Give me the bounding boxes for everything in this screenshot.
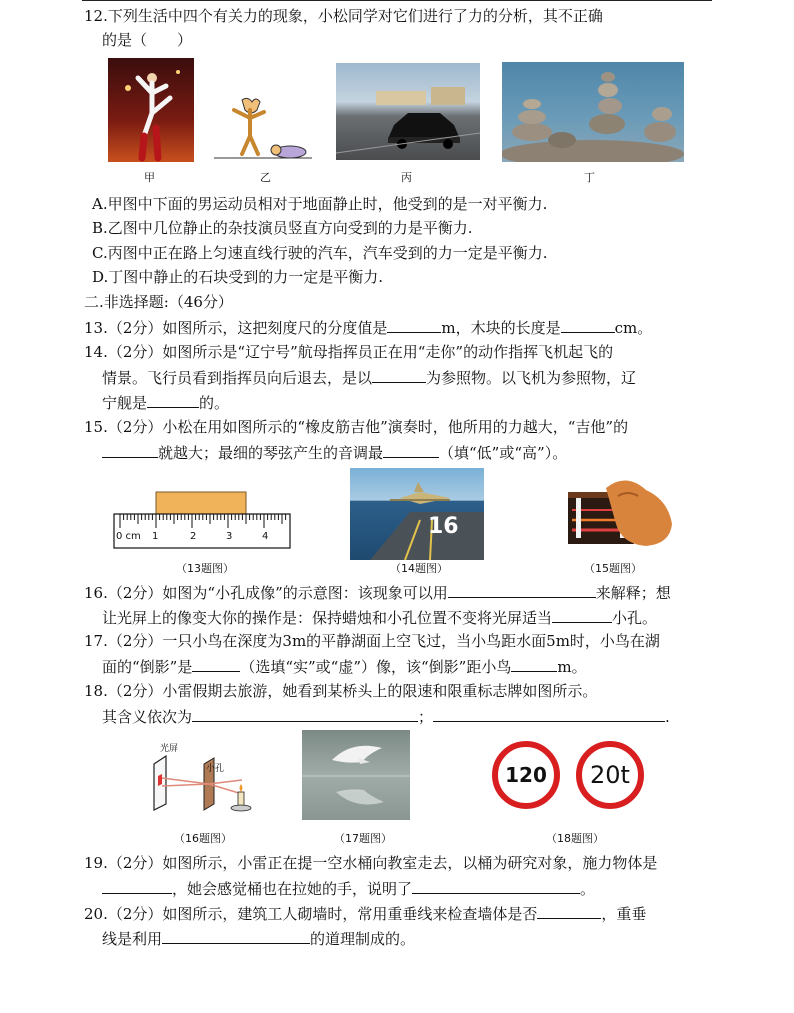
top-rule: [82, 0, 712, 1]
ruler-label-3: 3: [226, 531, 233, 542]
caption-18: （18题图）: [546, 832, 604, 845]
caption-16: （16题图）: [174, 832, 232, 845]
rubber-band-guitar-icon: [566, 476, 678, 552]
speed-limit-sign: 120: [492, 741, 560, 809]
q16-text-c: 让光屏上的像变大你的操作是：保持蜡烛和小孔位置不变将光屏适当: [102, 609, 553, 627]
q19-line1: 19.（2分）如图所示，小雷正在提一空水桶向教室走去，以桶为研究对象，施力物体是: [84, 854, 658, 872]
q16-text-d: 小孔。: [612, 609, 658, 627]
q19-text-c: 。: [580, 880, 596, 898]
label-jia: 甲: [144, 171, 155, 184]
q15-blank-2[interactable]: [383, 442, 439, 458]
q12-option-a: A.甲图中下面的男运动员相对于地面静止时，他受到的是一对平衡力.: [92, 195, 548, 213]
q20-text-a: 20.（2分）如图所示，建筑工人砌墙时，常用重垂线来检查墙体是否: [84, 905, 538, 923]
q20-blank-2[interactable]: [162, 928, 310, 944]
q13-text-b: m，木块的长度是: [441, 319, 561, 337]
q16-blank-2[interactable]: [552, 607, 612, 623]
q15-text-b: 就越大；最细的琴弦产生的音调最: [158, 444, 384, 462]
caption-15: （15题图）: [584, 562, 642, 575]
q12-option-b: B.乙图中几位静止的杂技演员竖直方向受到的力是平衡力.: [92, 219, 473, 237]
label-yi: 乙: [260, 171, 271, 184]
q15-line2: [102, 442, 567, 463]
q16-blank-1[interactable]: [448, 582, 596, 598]
q12-line2: 的是（ ）: [102, 31, 193, 49]
q19-blank-2[interactable]: [412, 878, 580, 894]
q19-blank-1[interactable]: [102, 878, 172, 894]
ruler-figure: [112, 488, 292, 550]
q14-text-b: 情景。飞行员看到指挥员向后退去，是以: [102, 369, 373, 387]
q18-line2: [102, 706, 670, 727]
q13-blank-2[interactable]: [561, 317, 615, 333]
q14-line3: [102, 392, 229, 413]
pinhole-figure: [150, 742, 262, 814]
q19-text-b: ，她会感觉桶也在拉她的手，说明了: [172, 880, 413, 898]
q16-text-a: 16.（2分）如图为“小孔成像”的示意图：该现象可以用: [84, 584, 448, 602]
q17-line1: 17.（2分）一只小鸟在深度为3m的平静湖面上空飞过，当小鸟距水面5m时，小鸟在湖: [84, 632, 660, 650]
bird-reflection-icon: [302, 730, 410, 820]
q14-blank-1[interactable]: [372, 367, 426, 383]
q14-text-d: 宁舰是: [102, 394, 148, 412]
caption-17: （17题图）: [334, 832, 392, 845]
q20-blank-1[interactable]: [537, 903, 601, 919]
q18-blank-2[interactable]: [433, 706, 665, 722]
ruler-label-0: 0 cm: [116, 531, 141, 542]
q13-text-a: 13.（2分）如图所示，这把刻度尺的分度值是: [84, 319, 388, 337]
weight-limit-sign: 20t: [576, 741, 644, 809]
q20-text-c: 线是利用: [102, 930, 163, 948]
q16-line2: [102, 607, 657, 628]
q20-text-d: 的道理制成的。: [310, 930, 416, 948]
caption-14: （14题图）: [390, 562, 448, 575]
q18-text-c: ；: [418, 708, 434, 726]
q15-blank-1[interactable]: [102, 442, 158, 458]
stacked-stones-icon: [502, 62, 684, 162]
q13-text-c: cm。: [614, 319, 653, 337]
q12-option-d: D.丁图中静止的石块受到的力一定是平衡力.: [92, 268, 384, 286]
q18-line1: 18.（2分）小雷假期去旅游，她看到某桥头上的限速和限重标志牌如图所示。: [84, 682, 598, 700]
car-icon: [336, 63, 480, 160]
q20-line2: [102, 928, 415, 949]
jet-on-deck-icon: [350, 468, 484, 560]
deck-number: 16: [428, 514, 459, 539]
q17-text-c: （选填“实”或“虚”）像，该“倒影”距小鸟: [240, 658, 512, 676]
q18-text-d: .: [665, 708, 670, 726]
q20-text-b: ，重垂: [601, 905, 647, 923]
q14-text-e: 的。: [199, 394, 230, 412]
car-photo: [336, 63, 480, 160]
ruler-label-2: 2: [190, 531, 197, 542]
rubber-band-guitar: [566, 476, 678, 552]
q16-text-b: 来解释；想: [595, 584, 671, 602]
q19-line2: [102, 878, 595, 899]
bird-reflection-photo: [302, 730, 410, 820]
ruler-label-4: 4: [262, 531, 269, 542]
q15-text-c: （填“低”或“高”）。: [439, 444, 568, 462]
q15-line1: 15.（2分）小松在用如图所示的“橡皮筋吉他”演奏时，他所用的力越大，“吉他”的: [84, 418, 629, 436]
q17-line2: [102, 656, 587, 677]
q14-text-c: 为参照物。以飞机为参照物，辽: [426, 369, 637, 387]
q12-option-c: C.丙图中正在路上匀速直线行驶的汽车，汽车受到的力一定是平衡力.: [92, 244, 548, 262]
q17-text-d: m。: [557, 658, 587, 676]
section-heading: 二.非选择题:（46分）: [84, 293, 233, 311]
q17-text-b: 面的“倒影”是: [102, 658, 193, 676]
carrier-photo: [350, 468, 484, 560]
acrobat-figure-icon: [108, 58, 194, 162]
q14-line1: 14.（2分）如图所示是“辽宁号”航母指挥员正在用“走你”的动作指挥飞机起飞的: [84, 343, 614, 361]
stones-photo: [502, 62, 684, 162]
q14-line2: [102, 367, 636, 388]
acrobat-photo: [108, 58, 194, 162]
q13-line: [84, 317, 652, 338]
caption-13: （13题图）: [176, 562, 234, 575]
label-pinhole: 小孔: [206, 764, 225, 774]
label-bing: 丙: [401, 171, 412, 184]
q20-line1: [84, 903, 646, 924]
acrobats-cartoon: [212, 96, 314, 160]
label-screen: 光屏: [160, 744, 179, 754]
cartoon-acrobats-icon: [212, 96, 314, 160]
q13-blank-1[interactable]: [387, 317, 441, 333]
q17-blank-2[interactable]: [511, 656, 557, 672]
q18-text-b: 其含义依次为: [102, 708, 193, 726]
label-ding: 丁: [584, 171, 595, 184]
q16-line1: [84, 582, 671, 603]
q12-line1: 12.下列生活中四个有关力的现象，小松同学对它们进行了力的分析，其不正确: [84, 7, 603, 25]
q17-blank-1[interactable]: [192, 656, 240, 672]
ruler-label-1: 1: [152, 531, 159, 542]
q14-blank-2[interactable]: [147, 392, 199, 408]
q18-blank-1[interactable]: [192, 706, 418, 722]
